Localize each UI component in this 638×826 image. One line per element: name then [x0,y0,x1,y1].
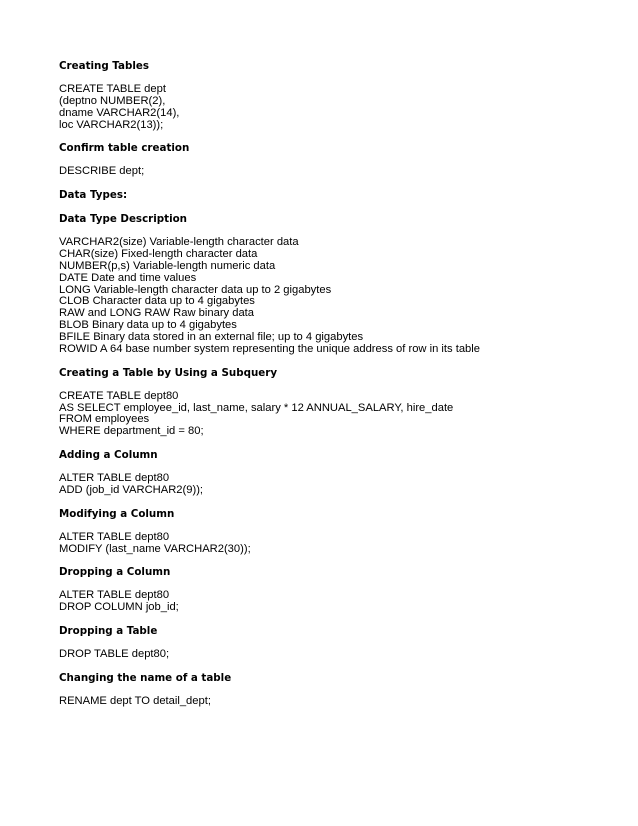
code-block-dropping-a-column [59,590,619,614]
code-line: CREATE TABLE dept [59,83,166,95]
code-line: WHERE department_id = 80; [59,425,204,438]
heading-modifying-a-column: Modifying a Column [59,507,175,520]
document-page [59,58,619,708]
code-line: LONG Variable-length character data up to 2 gigabytes [59,283,332,296]
code-line: DESCRIBE dept; [59,165,145,178]
code-block-data-type-description [59,237,619,355]
code-block-adding-a-column [59,473,619,497]
heading-dropping-a-column: Dropping a Column [59,566,171,579]
heading-creating-table-subquery: Creating a Table by Using a Subquery [59,366,278,379]
code-line: VARCHAR2(size) Variable-length character data [59,236,299,249]
heading-data-types: Data Types: [59,189,128,202]
code-line: ALTER TABLE dept80 [59,472,170,485]
code-line: ALTER TABLE dept80 [59,530,170,543]
code-block-modifying-a-column [59,532,619,556]
code-block-creating-tables [59,84,619,131]
code-line: NUMBER(p,s) Variable-length numeric data [59,259,276,272]
code-line: DROP COLUMN job_id; [59,601,179,614]
code-line: AS SELECT employee_id, last_name, salary * 12 ANNUAL_SALARY, hire_date [59,401,454,414]
code-line: loc VARCHAR2(13)); [59,118,164,131]
heading-data-type-description: Data Type Description [59,213,188,226]
heading-changing-table-name: Changing the name of a table [59,671,232,684]
code-line: dname VARCHAR2(14), [59,106,180,119]
heading-creating-tables: Creating Tables [59,60,149,72]
heading-confirm-table-creation: Confirm table creation [59,142,190,155]
code-line: CLOB Character data up to 4 gigabytes [59,295,255,308]
code-line: BFILE Binary data stored in an external file; up to 4 gigabytes [59,330,364,343]
heading-dropping-a-table: Dropping a Table [59,625,158,638]
code-line: RENAME dept TO detail_dept; [59,694,211,707]
code-line: ADD (job_id VARCHAR2(9)); [59,483,204,496]
code-line: ALTER TABLE dept80 [59,589,170,602]
code-line: (deptno NUMBER(2), [59,94,166,107]
code-line: MODIFY (last_name VARCHAR2(30)); [59,542,251,555]
heading-adding-a-column: Adding a Column [59,449,158,462]
code-line: CREATE TABLE dept80 [59,389,179,402]
code-line: CHAR(size) Fixed-length character data [59,248,258,261]
code-line: BLOB Binary data up to 4 gigabytes [59,319,237,332]
code-line: FROM employees [59,413,150,426]
code-block-creating-table-subquery [59,391,619,438]
code-line: RAW and LONG RAW Raw binary data [59,307,255,320]
code-line: DROP TABLE dept80; [59,648,170,661]
code-block-changing-table-name [59,696,619,708]
code-block-confirm-table-creation [59,166,619,178]
code-line: ROWID A 64 base number system representing the unique address of row in its table [59,342,480,355]
code-line: DATE Date and time values [59,271,197,284]
code-block-dropping-a-table [59,649,619,661]
